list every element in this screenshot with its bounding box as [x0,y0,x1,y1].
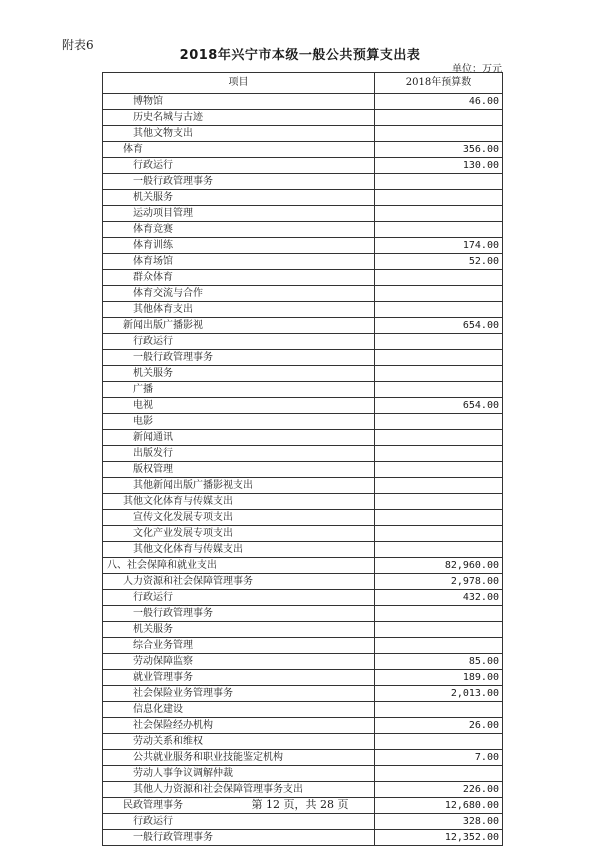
unit-label: 单位：万元 [452,64,502,75]
table-row [103,494,503,510]
row-item-name: 八、社会保障和就业支出 [103,558,375,574]
table-row [103,590,503,606]
row-item-name: 体育交流与合作 [103,286,375,302]
row-amount [375,222,503,238]
row-amount [375,270,503,286]
row-item-name: 行政运行 [103,158,375,174]
row-amount [375,702,503,718]
table-row [103,158,503,174]
row-amount [375,766,503,782]
table-row [103,94,503,110]
page-footer: 第 12 页，共 28 页 [251,798,349,811]
row-amount: 654.00 [375,398,503,414]
table-row [103,750,503,766]
budget-table [102,72,503,846]
row-item-name: 综合业务管理 [103,638,375,654]
row-amount [375,350,503,366]
row-item-name: 其他文化体育与传媒支出 [103,494,375,510]
table-row [103,558,503,574]
row-item-name: 体育竞赛 [103,222,375,238]
table-row [103,446,503,462]
table-row [103,606,503,622]
row-amount [375,478,503,494]
table-row [103,142,503,158]
row-amount [375,510,503,526]
row-amount: 654.00 [375,318,503,334]
row-amount: 82,960.00 [375,558,503,574]
row-amount [375,446,503,462]
row-amount: 189.00 [375,670,503,686]
table-row [103,110,503,126]
table-row [103,302,503,318]
row-amount: 12,352.00 [375,830,503,846]
row-amount: 328.00 [375,814,503,830]
row-item-name: 体育 [103,142,375,158]
row-item-name: 机关服务 [103,190,375,206]
row-amount: 2,978.00 [375,574,503,590]
row-item-name: 机关服务 [103,366,375,382]
row-item-name: 一般行政管理事务 [103,606,375,622]
table-row [103,206,503,222]
row-item-name: 机关服务 [103,622,375,638]
row-item-name: 行政运行 [103,814,375,830]
row-amount: 2,013.00 [375,686,503,702]
row-item-name: 人力资源和社会保障管理事务 [103,574,375,590]
row-item-name: 社会保险经办机构 [103,718,375,734]
table-row [103,286,503,302]
table-row [103,622,503,638]
table-row [103,270,503,286]
row-amount [375,190,503,206]
table-row [103,366,503,382]
table-row [103,398,503,414]
row-item-name: 博物馆 [103,94,375,110]
row-amount: 7.00 [375,750,503,766]
attachment-label: 附表6 [62,38,94,52]
row-item-name: 电影 [103,414,375,430]
row-amount [375,110,503,126]
table-row [103,126,503,142]
row-item-name: 行政运行 [103,590,375,606]
table-row [103,830,503,846]
row-amount [375,174,503,190]
row-item-name: 新闻出版广播影视 [103,318,375,334]
table-row [103,190,503,206]
row-amount: 174.00 [375,238,503,254]
row-amount [375,414,503,430]
row-amount [375,334,503,350]
page-title: 2018年兴宁市本级一般公共预算支出表 [179,48,421,63]
table-row [103,510,503,526]
row-amount [375,302,503,318]
row-item-name: 就业管理事务 [103,670,375,686]
row-amount [375,286,503,302]
row-item-name: 其他文化体育与传媒支出 [103,542,375,558]
row-amount: 356.00 [375,142,503,158]
row-amount [375,734,503,750]
column-header-item: 项目 [103,73,375,94]
row-item-name: 社会保险业务管理事务 [103,686,375,702]
row-item-name: 一般行政管理事务 [103,830,375,846]
row-amount [375,206,503,222]
table-row [103,318,503,334]
table-row [103,254,503,270]
table-row [103,350,503,366]
row-amount: 432.00 [375,590,503,606]
row-item-name: 其他人力资源和社会保障管理事务支出 [103,782,375,798]
table-row [103,430,503,446]
table-row [103,638,503,654]
row-amount [375,382,503,398]
row-amount: 130.00 [375,158,503,174]
table-row [103,526,503,542]
table-row [103,174,503,190]
table-row [103,382,503,398]
table-row [103,462,503,478]
row-amount [375,494,503,510]
row-item-name: 出版发行 [103,446,375,462]
table-row [103,686,503,702]
table-row [103,670,503,686]
row-item-name: 行政运行 [103,334,375,350]
row-item-name: 群众体育 [103,270,375,286]
table-row [103,478,503,494]
row-amount [375,606,503,622]
row-item-name: 劳动关系和维权 [103,734,375,750]
table-row [103,654,503,670]
row-item-name: 宣传文化发展专项支出 [103,510,375,526]
column-header-amount: 2018年预算数 [375,73,503,94]
row-item-name: 公共就业服务和职业技能鉴定机构 [103,750,375,766]
row-item-name: 一般行政管理事务 [103,174,375,190]
row-item-name: 其他体育支出 [103,302,375,318]
table-row [103,814,503,830]
table-row [103,574,503,590]
row-amount [375,126,503,142]
table-row [103,238,503,254]
row-amount: 226.00 [375,782,503,798]
row-amount [375,542,503,558]
row-item-name: 体育训练 [103,238,375,254]
row-item-name: 信息化建设 [103,702,375,718]
row-item-name: 民政管理事务 [103,798,375,814]
row-item-name: 运动项目管理 [103,206,375,222]
row-amount [375,638,503,654]
row-amount: 52.00 [375,254,503,270]
row-item-name: 广播 [103,382,375,398]
row-amount [375,462,503,478]
row-amount: 46.00 [375,94,503,110]
table-row [103,734,503,750]
row-item-name: 版权管理 [103,462,375,478]
row-amount: 85.00 [375,654,503,670]
table-row [103,718,503,734]
row-amount [375,526,503,542]
row-amount [375,366,503,382]
row-amount: 12,680.00 [375,798,503,814]
row-amount: 26.00 [375,718,503,734]
row-item-name: 电视 [103,398,375,414]
table-row [103,414,503,430]
table-row [103,542,503,558]
table-header-row [103,73,503,94]
row-item-name: 历史名城与古迹 [103,110,375,126]
row-item-name: 一般行政管理事务 [103,350,375,366]
table-row [103,766,503,782]
row-amount [375,622,503,638]
table-row [103,222,503,238]
row-item-name: 文化产业发展专项支出 [103,526,375,542]
table-row [103,334,503,350]
row-item-name: 新闻通讯 [103,430,375,446]
row-item-name: 劳动保障监察 [103,654,375,670]
row-item-name: 体育场馆 [103,254,375,270]
row-item-name: 其他文物支出 [103,126,375,142]
row-amount [375,430,503,446]
table-row [103,702,503,718]
row-item-name: 劳动人事争议调解仲裁 [103,766,375,782]
row-item-name: 其他新闻出版广播影视支出 [103,478,375,494]
